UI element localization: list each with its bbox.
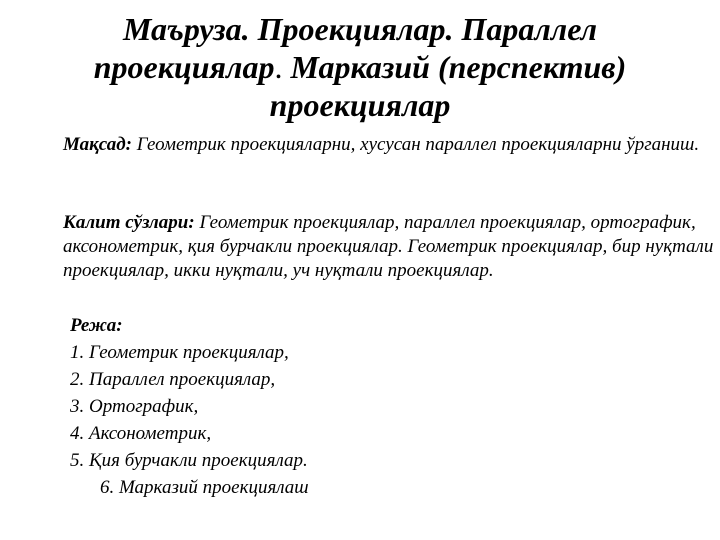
plan-item-6: 6. Марказий проекциялаш (100, 477, 309, 498)
keywords-text: Геометрик проекциялар, параллел проекциялар, ортографик, аксонометрик, қия бурчакли проекциялар. Геометрик проекциялар, бир нуқтали проекциялар, икки нуқтали, уч нуқтали проекциялар. (63, 212, 714, 281)
title-line-1: Маъруза. Проекциялар. Параллел (122, 11, 598, 47)
title-line-2-dot: . (274, 49, 283, 85)
plan-item-2: 2. Параллел проекциялар, (70, 369, 276, 390)
page-title (60, 10, 660, 124)
purpose-paragraph (63, 133, 715, 157)
plan-section (70, 312, 309, 501)
title-line-2 (60, 48, 660, 86)
title-line-3: проекциялар (269, 87, 451, 123)
purpose-text: Геометрик проекцияларни, хусусан параллел проекцияларни ўрганиш. (131, 134, 700, 155)
keywords-paragraph (63, 211, 715, 283)
plan-item-5: 5. Қия бурчакли проекциялар. (70, 450, 308, 471)
keywords-label: Калит сўзлари: (63, 212, 195, 233)
plan-item-4: 4. Аксонометрик, (70, 423, 212, 444)
plan-label: Режа: (70, 315, 123, 336)
title-line-2-part-b: Марказий (перспектив) (282, 49, 627, 85)
purpose-label: Мақсад: (63, 134, 132, 155)
plan-item-3: 3. Ортографик, (70, 396, 199, 417)
plan-item-1: 1. Геометрик проекциялар, (70, 342, 289, 363)
title-line-2-part-a: проекциялар (93, 49, 275, 85)
